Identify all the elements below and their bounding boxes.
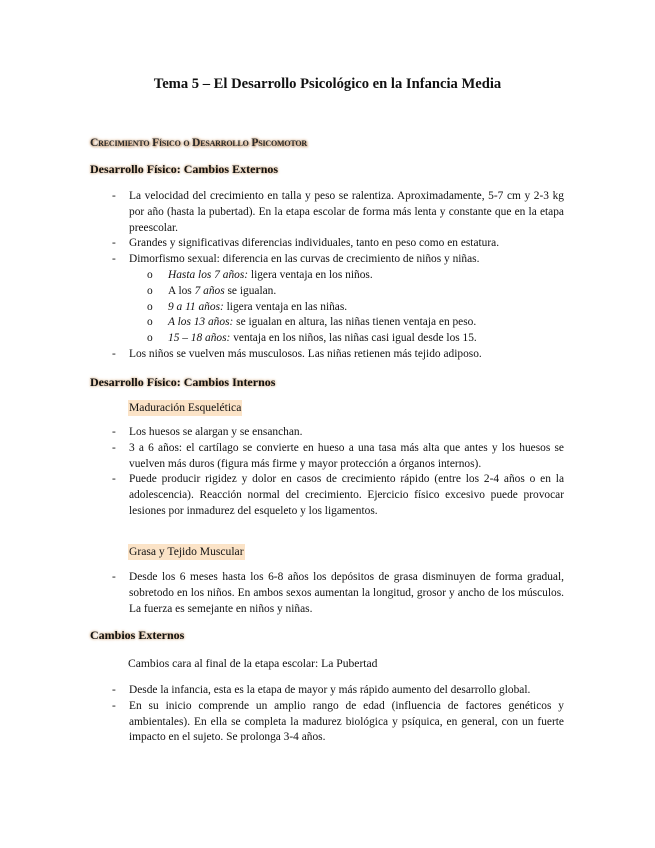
list-item-text: 3 a 6 años: el cartílago se convierte en hueso a una tasa más alta que antes y los huesos se vuelven más duros (figura más firme y mayor protección a órganos internos). (129, 441, 564, 470)
sublist-item (112, 268, 564, 284)
list-item-text: En su inicio comprende un amplio rango de edad (influencia de factores genéticos y ambientales). En ella se completa la madurez biológica y psíquica, en general, con un fuerte impacto en el sujeto. Se prolonga 3-4 años. (129, 699, 564, 744)
circle-bullet: o (147, 268, 153, 281)
circle-bullet: o (147, 332, 153, 345)
heading-cambios-externos: Cambios Externos (90, 628, 185, 642)
list-item (112, 189, 564, 236)
list-item-text: Los niños se vuelven más musculosos. Las niñas retienen más tejido adiposo. (129, 347, 482, 360)
sublist-text-italic: 7 años (194, 284, 225, 297)
list-item (112, 441, 564, 473)
sublist-item (112, 315, 564, 331)
list-item-text: La velocidad del crecimiento en talla y peso se ralentiza. Aproximadamente, 5-7 cm y 2-3 kg por año (hasta la pubertad). En la etapa escolar de forma más lenta y constante que en la etapa preescolar. (129, 190, 564, 234)
sublist-text-italic: Hasta los 7 años: (168, 268, 249, 281)
heading-cambios-internos: Desarrollo Físico: Cambios Internos (90, 375, 276, 389)
list-item (112, 252, 564, 268)
list-item-text: Grandes y significativas diferencias individuales, tanto en peso como en estatura. (129, 237, 500, 250)
sublist-text-rest: se igualan en altura, las niñas tienen ventaja en peso. (233, 316, 477, 329)
sublist-text-rest: ventaja en los niños, las niñas casi igual desde los 15. (230, 332, 477, 345)
sublist-text-rest: ligera ventaja en los niños. (248, 268, 373, 281)
subheading-maduracion: Maduración Esquelética (129, 401, 242, 414)
circle-bullet: o (147, 316, 153, 329)
list-grasa (112, 570, 564, 617)
sublist-text-lead: A los (168, 284, 195, 297)
list-item (112, 699, 564, 746)
circle-bullet: o (147, 284, 153, 297)
list-item-text: Dimorfismo sexual: diferencia en las curvas de crecimiento de niños y niñas. (129, 253, 480, 266)
subheading-grasa: Grasa y Tejido Muscular (129, 545, 244, 558)
list-item (112, 347, 564, 363)
sublist-item (112, 284, 564, 300)
circle-bullet: o (147, 300, 153, 313)
list-item (112, 472, 564, 519)
list-item (112, 570, 564, 617)
sublist-text-italic: A los 13 años: (168, 316, 234, 329)
dash-bullet: - (112, 699, 116, 712)
list-item (112, 425, 564, 441)
list-maduracion (112, 425, 564, 520)
sublist-text-rest: se igualan. (224, 284, 277, 297)
dash-bullet: - (112, 237, 116, 250)
dash-bullet: - (112, 253, 116, 266)
heading-cambios-externos-fisico: Desarrollo Físico: Cambios Externos (90, 162, 279, 176)
list-item (112, 236, 564, 252)
list-item (112, 683, 564, 699)
list-item-text: Los huesos se alargan y se ensanchan. (129, 426, 303, 438)
dash-bullet: - (112, 347, 116, 360)
list-item-text: Desde los 6 meses hasta los 6-8 años los depósitos de grasa disminuyen de forma gradual, sobretodo en los niños. En ambos sexos aumentan la longitud, grosor y ancho de los músculos. La fuerza es semejante en niños y niñas. (129, 571, 564, 615)
list-item-text: Puede producir rigidez y dolor en casos de crecimiento rápido (entre los 2-4 años o en la adolescencia). Reacción normal del crecimiento. Ejercicio físico excesivo puede provocar lesiones por inmadurez del esqueleto y los ligamentos. (129, 473, 564, 517)
dash-bullet: - (112, 571, 116, 583)
dash-bullet: - (112, 441, 116, 454)
list-pubertad (112, 683, 564, 746)
sublist-text-italic: 9 a 11 años: (168, 300, 224, 313)
subheading-pubertad: Cambios cara al final de la etapa escolar: La Pubertad (128, 657, 378, 670)
dash-bullet: - (112, 473, 116, 486)
dash-bullet: - (112, 684, 116, 696)
sublist-text-italic: 15 – 18 años: (168, 332, 231, 345)
sublist-item (112, 331, 564, 347)
list-item-text: Desde la infancia, esta es la etapa de mayor y más rápido aumento del desarrollo global. (129, 684, 531, 696)
dash-bullet: - (112, 426, 116, 438)
list-cambios-externos (112, 189, 564, 363)
sublist-text-rest: ligera ventaja en las niñas. (223, 300, 348, 313)
dash-bullet: - (112, 190, 116, 202)
section-title: Crecimiento Físico o Desarrollo Psicomotor (90, 136, 307, 149)
page-title: Tema 5 – El Desarrollo Psicológico en la Infancia Media (153, 76, 502, 92)
sublist-item (112, 300, 564, 316)
